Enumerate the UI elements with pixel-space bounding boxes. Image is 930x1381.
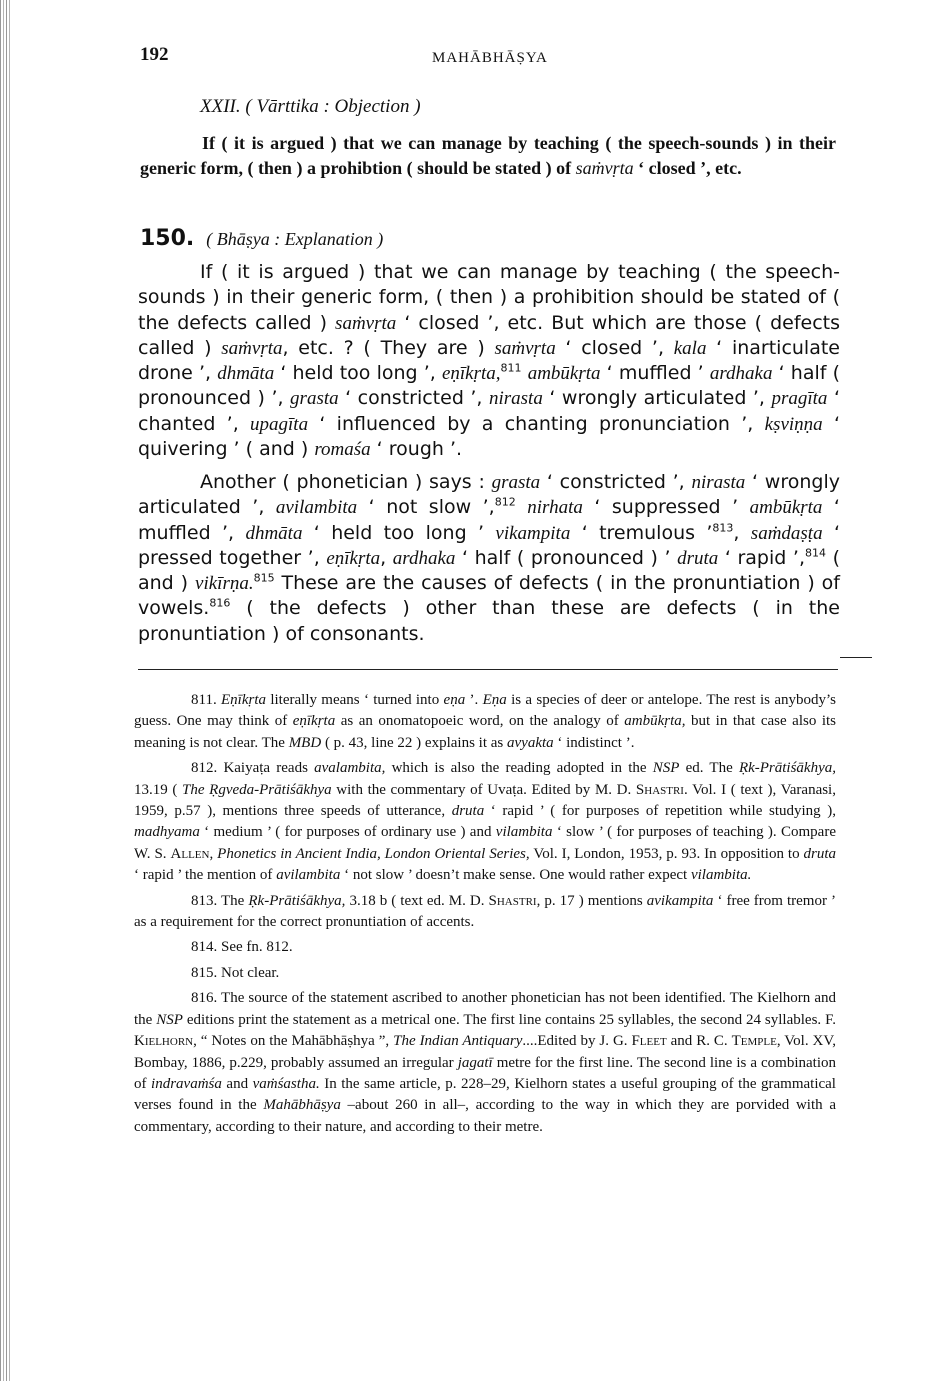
footnote-816: 816. The source of the statement ascribed to another phonetician has not been identified. The Kielhorn and the NSP editions print the statement as a metrical one. The first line contains 25 syllables, the second 24 syllables. F. Kielhorn, “ Notes on the Mahābhāṣhya ”, The Indian Antiquary....Edited by J. G. Fleet and R. C. Temple, Vol. XV, Bombay, 1886, p.229, probably assumed an irregular jagatī metre for the first line. The second line is a combination of indravaṁśa and vaṁśastha. In the same article, p. 228–29, Kielhorn states a useful grouping of the grammatical verses found in the Mahābhāṣya –about 260 in all–, according to the way in which they are porvided with a commentary, according to their nature, and according to their metre. — [134, 990, 836, 1135]
footnote-ref: 813 — [712, 521, 734, 535]
footnote-815: 815. Not clear. — [191, 964, 280, 981]
footnote-814: 814. See fn. 812. — [191, 939, 293, 956]
footnote-812: 812. Kaiyaṭa reads avalambita, which is also the reading adopted in the NSP ed. The Ṛk-Prātiśākhya, 13.19 ( The Ṛgveda-Prātiśākhya with the commentary of Uvaṭa. Edited by M. D. Shastri. Vol. I ( text ), Varanasi, 1959, p.57 ), mentions three speeds of utterance, druta ‘ rapid ’ ( for purposes of repetition while studying ), madhyama ‘ medium ’ ( for purposes of ordinary use ) and vilambita ‘ slow ’ ( for purposes of teaching ). Compare W. S. Allen, Phonetics in Ancient India, London Oriental Series, Vol. I, London, 1953, p. 93. In opposition to druta ‘ rapid ’ the mention of avilambita ‘ not slow ’ doesn’t make sense. One would rather expect vilambita. — [134, 760, 837, 884]
footnote-ref: 812 — [494, 495, 516, 509]
varttika-heading: XXII. ( Vārttika : Objection ) — [200, 96, 421, 117]
another-phonetician-paragraph: Another ( phonetician ) says : grasta ‘ constricted ’, nirasta ‘ wrongly articulated ’, avilambita ‘ not slow ’,$^{812}$ nirhata ‘ suppressed ’ ambūkṛta ‘ muffled ’, dhmāta ‘ held too long ’ vikampita ‘ tremulous ’$^{813}$, saṁdaṣṭa ‘ pressed together ’, eṇīkṛta, ardhaka ‘ half ( pronounced ) ’ druta ‘ rapid ’,$^{814}$ ( and ) vikīrṇa.$^{815}$ These are the causes of defects ( in the pronuntiation ) of vowels.$^{816}$ ( the defects ) other than these are defects ( in the pronuntiation ) of consonants. — [138, 471, 840, 645]
footnote-ref: 816 — [209, 597, 231, 611]
explanation-paragraph: If ( it is argued ) that we can manage by teaching ( the speech-sounds ) in their generic form, ( then ) a prohibition should be stated of ( the defects called ) saṁvṛta ‘ closed ’, etc. But which are those ( defects called ) saṁvṛta, etc. ? ( They are ) saṁvṛta ‘ closed ’, kala ‘ inarticulate drone ’, dhmāta ‘ held too long ’, eṇīkṛta,$^{811}$ ambūkṛta ‘ muffled ’ ardhaka ‘ half ( pronounced ) ’, grasta ‘ constricted ’, nirasta ‘ wrongly articulated ’, pragīta ‘ chanted ’, upagīta ‘ influenced by a chanting pronunciation ’, kṣviṇṇa ‘ quivering ’ ( and ) romaśa ‘ rough ’. — [138, 261, 841, 461]
footnote-ref: 811 — [500, 361, 522, 375]
footnote-811: 811. Eṇīkṛta literally means ‘ turned into eṇa ’. Eṇa is a species of deer or antelope. The rest is anybody’s guess. One may think of eṇīkṛta as an onomatopoeic word, on the analogy of ambūkṛta, but in that case also its meaning is not clear. The MBD ( p. 43, line 22 ) explains it as avyakta ‘ indistinct ’. — [134, 692, 836, 751]
footnote-813: 813. The Ṛk-Prātiśākhya, 3.18 b ( text ed. M. D. Shastri, p. 17 ) mentions avikampita ‘ free from tremor ’ as a requirement for the correct pronuntiation of accents. — [134, 892, 836, 931]
section-number: 150. — [140, 226, 195, 251]
book-binding-edge — [0, 0, 12, 1381]
footnotes — [134, 690, 836, 1142]
divider-mark — [840, 657, 872, 658]
running-head: MAHĀBHĀṢYA — [432, 50, 548, 66]
footnote-ref: 814 — [804, 546, 826, 560]
section-label: ( Bhāṣya : Explanation ) — [206, 229, 384, 249]
footnote-ref: 815 — [253, 571, 275, 585]
page-number: 192 — [140, 44, 169, 65]
footnote-divider — [138, 669, 838, 670]
bhasya-heading — [140, 226, 383, 251]
varttika-text: If ( it is argued ) that we can manage by teaching ( the speech-sounds ) in their generic form, ( then ) a prohibtion ( should be stated ) of saṁvṛta ‘ closed ’, etc. — [140, 133, 836, 178]
